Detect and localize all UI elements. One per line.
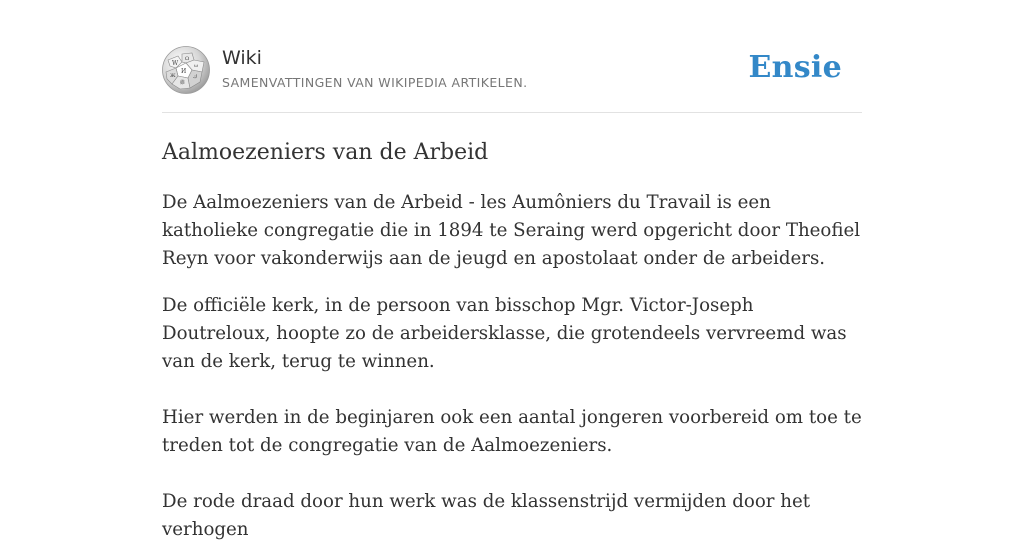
- ensie-brand-logo[interactable]: Ensie: [748, 50, 842, 85]
- article-paragraph: De officiële kerk, in de persoon van bisschop Mgr. Victor-Joseph Doutreloux, hoopte zo de arbeidersklasse, die grotendeels vervreemd was van de kerk, terug te winnen.: [162, 295, 847, 372]
- svg-text:Ж: Ж: [170, 73, 176, 79]
- article-paragraph: De Aalmoezeniers van de Arbeid - les Aumôniers du Travail is een katholieke congregatie die in 1894 te Seraing werd opgericht door Theofiel Reyn voor vakonderwijs aan de jeugd en apostolaat onder de arbeiders.: [162, 192, 861, 269]
- svg-text:ω: ω: [194, 63, 199, 69]
- article-content: [162, 138, 862, 544]
- article-paragraph: Hier werden in de beginjaren ook een aantal jongeren voorbereid om toe te treden tot de congregatie van de Aalmoezeniers.: [162, 407, 862, 456]
- site-tagline: SAMENVATTINGEN VAN WIKIPEDIA ARTIKELEN.: [222, 75, 528, 90]
- svg-text:W: W: [172, 60, 179, 67]
- page: [162, 0, 862, 544]
- article-paragraph: De rode draad door hun werk was de klassenstrijd vermijden door het verhogen: [162, 491, 811, 540]
- svg-text:ك: ك: [193, 74, 198, 80]
- svg-text:維: 維: [180, 80, 186, 86]
- site-header: [162, 0, 862, 113]
- article-title: Aalmoezeniers van de Arbeid: [162, 140, 489, 165]
- svg-text:И: И: [181, 68, 187, 75]
- site-name[interactable]: Wiki: [222, 47, 262, 69]
- svg-text:Ω: Ω: [185, 56, 190, 62]
- wikipedia-globe-icon[interactable]: [162, 46, 210, 94]
